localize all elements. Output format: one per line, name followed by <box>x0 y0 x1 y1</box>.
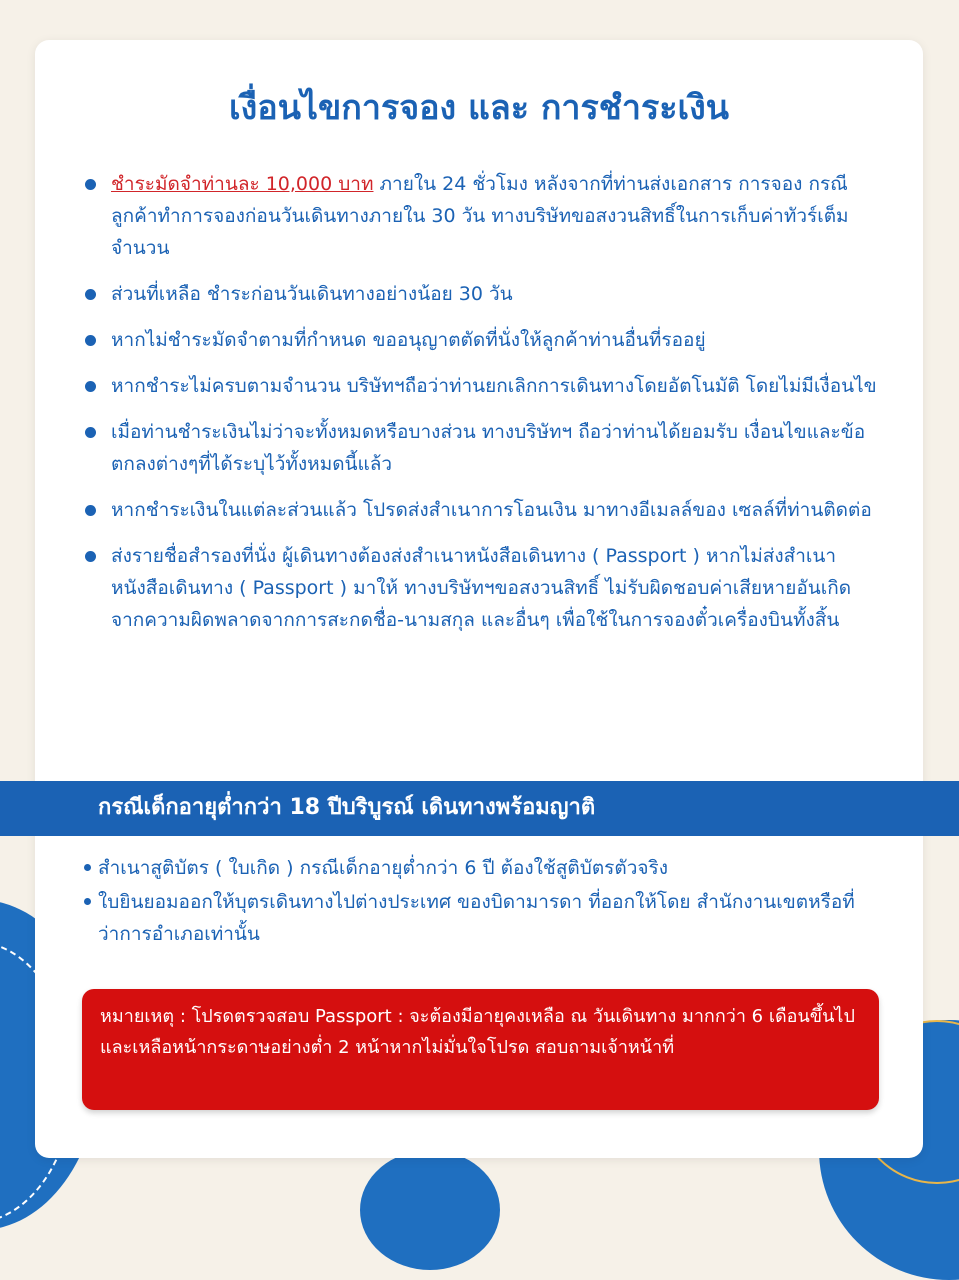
rule-text: หากไม่ชำระมัดจำตามที่กำหนด ขออนุญาตตัดที่นั่งให้ลูกค้าท่านอื่นที่รออยู่ <box>111 329 706 351</box>
child-section-banner <box>0 781 959 836</box>
list-item <box>85 416 881 480</box>
passport-note-box <box>82 989 879 1110</box>
requirement-text: ใบยินยอมออกให้บุตรเดินทางไปต่างประเทศ ของบิดามารดา ที่ออกให้โดย สำนักงานเขตหรือที่ว่าการอำเภอเท่านั้น <box>98 891 855 945</box>
bullet-icon <box>85 381 96 392</box>
child-requirements-list <box>82 852 889 952</box>
requirement-text: สำเนาสูติบัตร ( ใบเกิด ) กรณีเด็กอายุต่ำกว่า 6 ปี ต้องใช้สูติบัตรตัวจริง <box>98 857 668 879</box>
list-item <box>85 540 881 636</box>
rule-text: ส่งรายชื่อสำรองที่นั่ง ผู้เดินทางต้องส่งสำเนาหนังสือเดินทาง ( Passport ) หากไม่ส่งสำเนาหนังสือเดินทาง ( Passport ) มาให้ ทางบริษัทฯขอสงวนสิทธิ์ ไม่รับผิดชอบค่าเสียหายอันเกิดจากความผิดพลาดจากการสะกดชื่อ-นามสกุล และอื่นๆ เพื่อใช้ในการจองตั๋วเครื่องบินทั้งสิ้น <box>111 545 852 631</box>
list-item <box>82 852 889 884</box>
bullet-icon <box>85 427 96 438</box>
deposit-highlight: ชำระมัดจำท่านละ 10,000 บาท <box>111 173 374 195</box>
rule-text: หากชำระไม่ครบตามจำนวน บริษัทฯถือว่าท่านยกเลิกการเดินทางโดยอัตโนมัติ โดยไม่มีเงื่อนไข <box>111 375 877 397</box>
bullet-icon <box>85 179 96 190</box>
list-item <box>85 278 881 310</box>
list-item <box>85 370 881 402</box>
child-section-heading: กรณีเด็กอายุต่ำกว่า 18 ปีบริบูรณ์ เดินทางพร้อมญาติ <box>98 795 596 820</box>
bullet-icon <box>84 864 91 871</box>
booking-rules-list <box>85 168 881 650</box>
list-item <box>82 886 889 950</box>
rule-text: ส่วนที่เหลือ ชำระก่อนวันเดินทางอย่างน้อย 30 วัน <box>111 283 513 305</box>
rule-text: เมื่อท่านชำระเงินไม่ว่าจะทั้งหมดหรือบางส่วน ทางบริษัทฯ ถือว่าท่านได้ยอมรับ เงื่อนไขและข้อตกลงต่างๆที่ได้ระบุไว้ทั้งหมดนี้แล้ว <box>111 421 866 475</box>
bullet-icon <box>85 335 96 346</box>
note-text: หมายเหตุ : โปรดตรวจสอบ Passport : จะต้องมีอายุคงเหลือ ณ วันเดินทาง มากกว่า 6 เดือนขึ้นไป และเหลือหน้ากระดาษอย่างต่ำ 2 หน้าหากไม่มั่นใจโปรด สอบถามเจ้าหน้าที่ <box>100 1006 855 1058</box>
list-item <box>85 168 881 264</box>
list-item <box>85 494 881 526</box>
background-blob <box>360 1150 500 1270</box>
bullet-icon <box>85 289 96 300</box>
list-item <box>85 324 881 356</box>
bullet-icon <box>85 551 96 562</box>
bullet-icon <box>84 898 91 905</box>
page-title: เงื่อนไขการจอง และ การชำระเงิน <box>229 88 729 128</box>
rule-text: ภายใน 24 ชั่วโมง หลังจากที่ท่านส่งเอกสาร การจอง กรณีลูกค้าทำการจองก่อนวันเดินทางภายใน 30 วัน ทางบริษัทขอสงวนสิทธิ์ในการเก็บค่าทัวร์เต็มจำนวน <box>111 173 849 259</box>
bullet-icon <box>85 505 96 516</box>
rule-text: หากชำระเงินในแต่ละส่วนแล้ว โปรดส่งสำเนาการโอนเงิน มาทางอีเมลล์ของ เซลล์ที่ท่านติดต่อ <box>111 499 872 521</box>
